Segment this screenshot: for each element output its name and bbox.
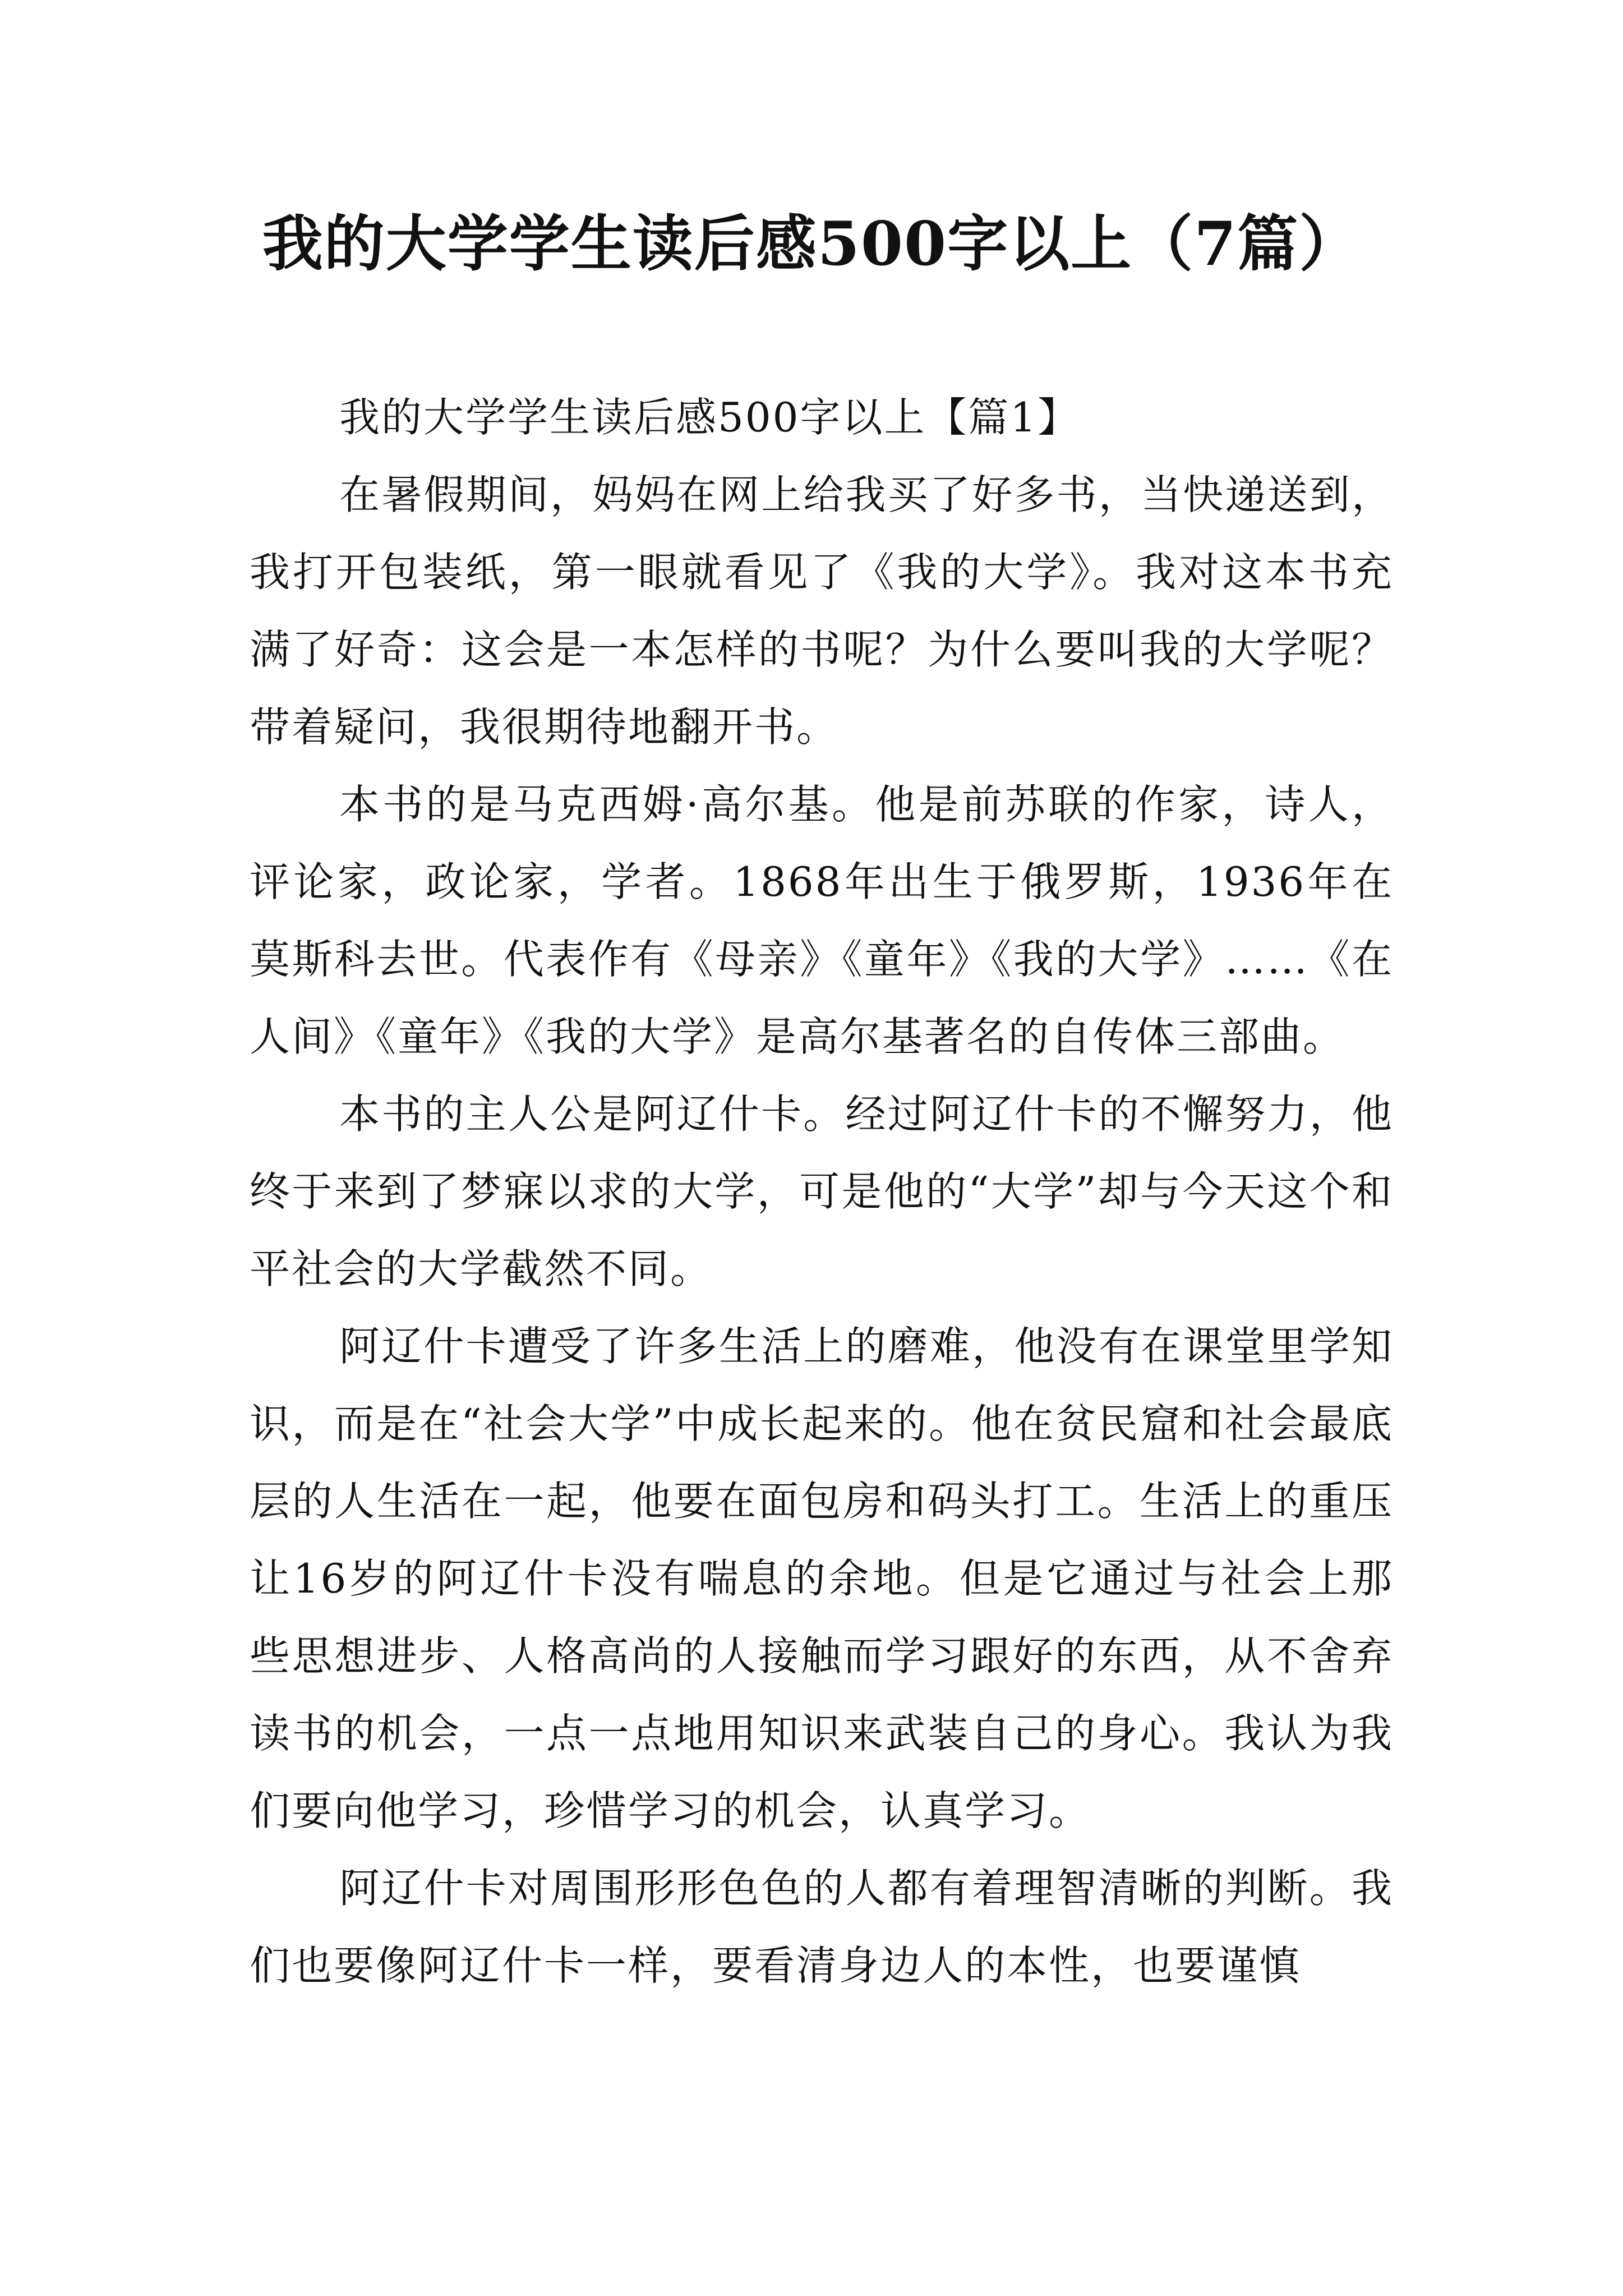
- paragraph: 本书的是马克西姆·高尔基。他是前苏联的作家，诗人，评论家，政论家，学者。1868年出生于俄罗斯，1936年在莫斯科去世。代表作有《母亲》《童年》《我的大学》……《在人间》《童年》《我的大学》是高尔基著名的自传体三部曲。: [250, 781, 1394, 1060]
- paragraph: 本书的主人公是阿辽什卡。经过阿辽什卡的不懈努力，他终于来到了梦寐以求的大学，可是他的“大学”却与今天这个和平社会的大学截然不同。: [250, 1091, 1394, 1292]
- paragraph: 在暑假期间，妈妈在网上给我买了好多书，当快递送到，我打开包装纸，第一眼就看见了《我的大学》。我对这本书充满了好奇：这会是一本怎样的书呢？为什么要叫我的大学呢？带着疑问，我很期待地翻开书。: [250, 471, 1394, 751]
- paragraph: 阿辽什卡对周围形形色色的人都有着理智清晰的判断。我们也要像阿辽什卡一样，要看清身边人的本性，也要谨慎: [250, 1865, 1394, 1989]
- paragraph: 阿辽什卡遭受了许多生活上的磨难，他没有在课堂里学知识，而是在“社会大学”中成长起来的。他在贫民窟和社会最底层的人生活在一起，他要在面包房和码头打工。生活上的重压让16岁的阿辽什卡没有喘息的余地。但是它通过与社会上那些思想进步、人格高尚的人接触而学习跟好的东西，从不舍弃读书的机会，一点一点地用知识来武装自己的身心。我认为我们要向他学习，珍惜学习的机会，认真学习。: [250, 1323, 1394, 1834]
- document-title: 我的大学学生读后感500字以上（7篇）: [262, 209, 1361, 279]
- document-body: [250, 379, 1394, 2004]
- section-heading: 我的大学学生读后感500字以上【篇1】: [339, 394, 1080, 441]
